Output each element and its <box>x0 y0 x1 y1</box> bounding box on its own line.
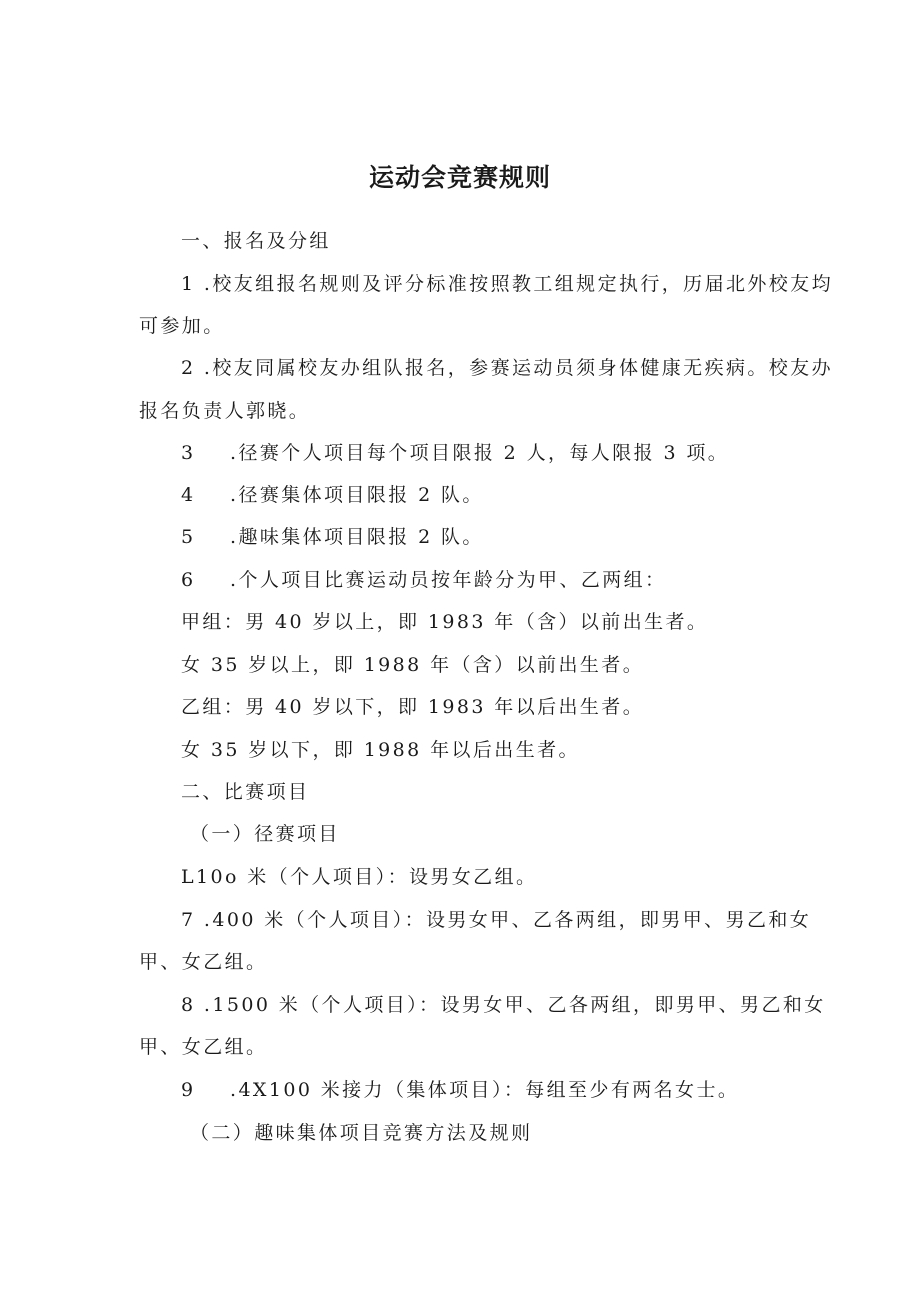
paragraph-line: 女 35 岁以下，即 1988 年以后出生者。 <box>181 739 580 761</box>
list-number: 5 <box>181 526 196 548</box>
paragraph-line: 7 .400 米（个人项目）：设男女甲、乙各两组，即男甲、男乙和女 <box>181 909 812 931</box>
paragraph-line: 甲、女乙组。 <box>139 1036 268 1058</box>
paragraph-line: 甲、女乙组。 <box>139 951 268 973</box>
paragraph-line: 报名负责人郭晓。 <box>139 400 311 422</box>
subsection-heading-fun-events: （二）趣味集体项目竞赛方法及规则 <box>190 1122 533 1144</box>
paragraph-line: 8 .1500 米（个人项目）：设男女甲、乙各两组，即男甲、男乙和女 <box>181 994 826 1016</box>
list-number: 4 <box>181 484 196 506</box>
paragraph-line: .个人项目比赛运动员按年龄分为甲、乙两组： <box>230 569 667 591</box>
list-number: 9 <box>181 1079 196 1101</box>
paragraph-line: .4X100 米接力（集体项目）：每组至少有两名女士。 <box>230 1079 740 1101</box>
paragraph-line: 甲组：男 40 岁以上，即 1983 年（含）以前出生者。 <box>181 611 709 633</box>
paragraph-line: 可参加。 <box>139 315 225 337</box>
list-number: 6 <box>181 569 196 591</box>
paragraph-line: 1 .校友组报名规则及评分标准按照教工组规定执行，历届北外校友均 <box>181 273 833 295</box>
list-number: 3 <box>181 442 196 464</box>
paragraph-line: .径赛个人项目每个项目限报 2 人，每人限报 3 项。 <box>230 442 730 464</box>
paragraph-line: .趣味集体项目限报 2 队。 <box>230 526 484 548</box>
section-heading-events: 二、比赛项目 <box>181 781 310 803</box>
paragraph-line: .径赛集体项目限报 2 队。 <box>230 484 484 506</box>
paragraph-line: 女 35 岁以上，即 1988 年（含）以前出生者。 <box>181 654 645 676</box>
subsection-heading-track: （一）径赛项目 <box>190 823 340 845</box>
document-title: 运动会竞赛规则 <box>368 163 551 192</box>
paragraph-line: L10o 米（个人项目）：设男女乙组。 <box>181 866 538 888</box>
paragraph-line: 乙组：男 40 岁以下，即 1983 年以后出生者。 <box>181 696 645 718</box>
section-heading-registration: 一、报名及分组 <box>181 230 331 252</box>
paragraph-line: 2 .校友同属校友办组队报名，参赛运动员须身体健康无疾病。校友办 <box>181 357 833 379</box>
